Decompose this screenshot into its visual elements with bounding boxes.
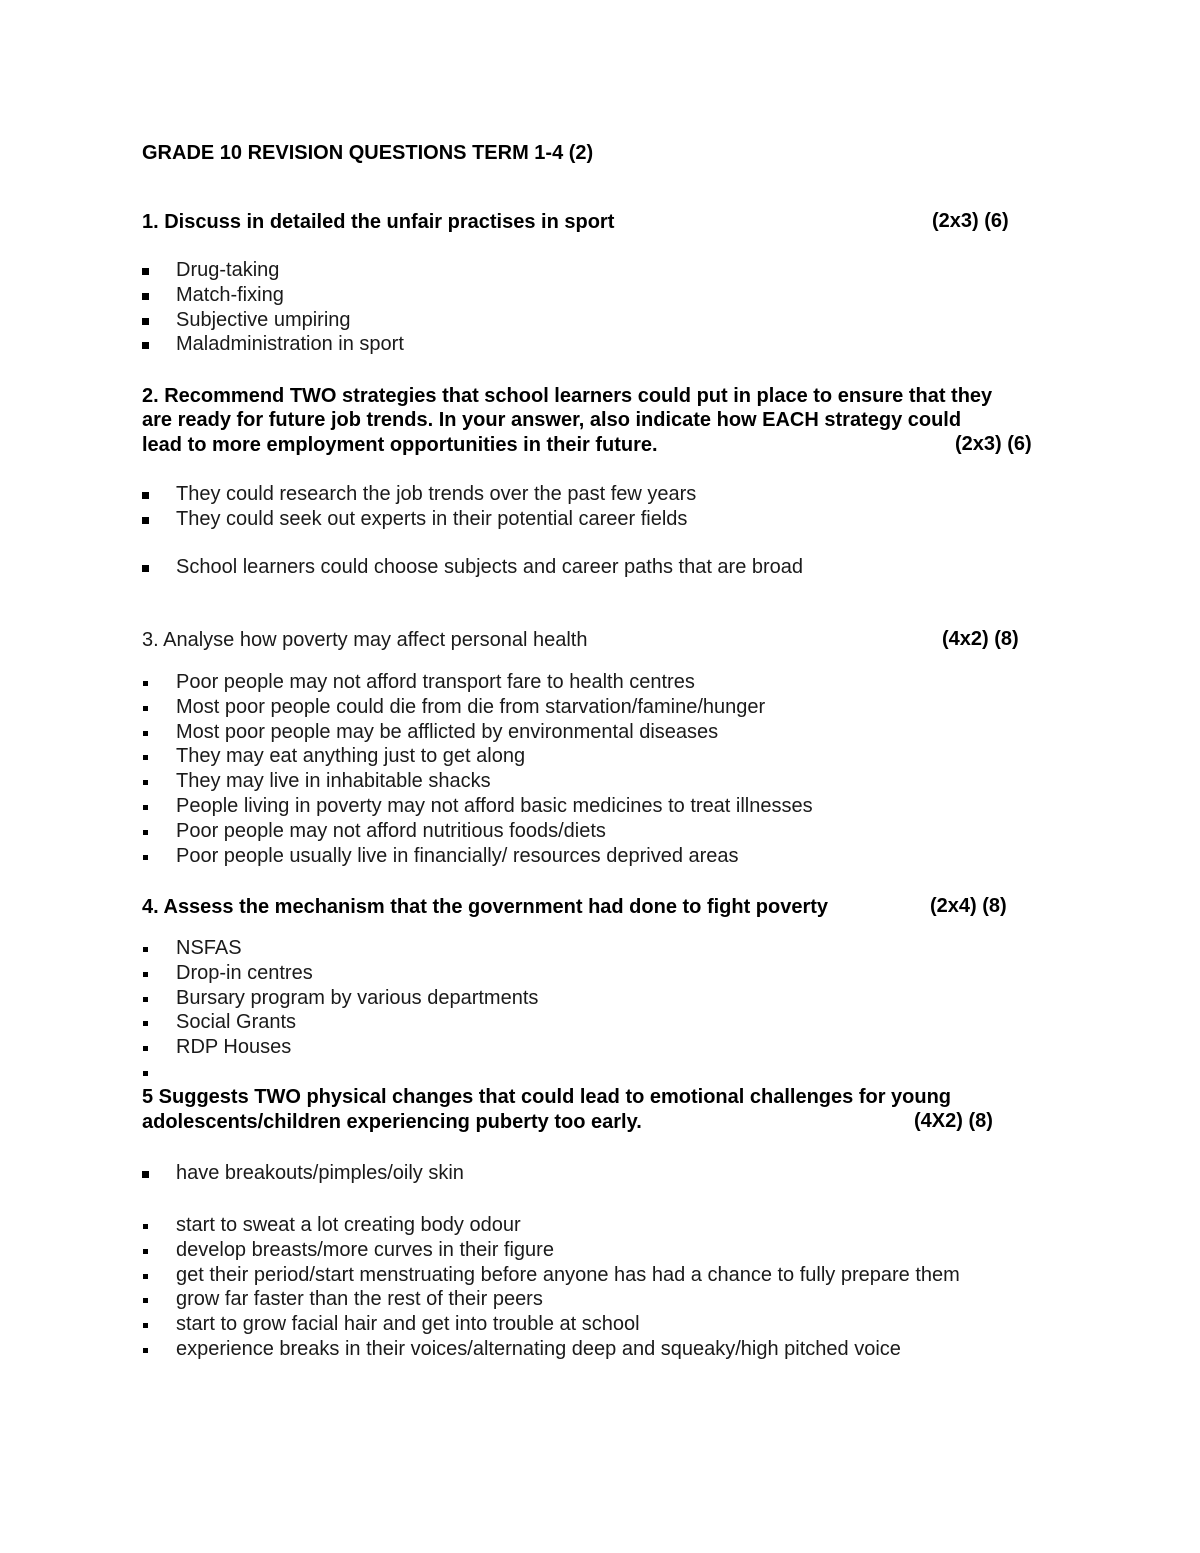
bullet-icon [143, 706, 148, 711]
list-item: Most poor people may be afflicted by environmental diseases [140, 720, 813, 745]
bullet-icon [143, 1298, 148, 1303]
question-2-line-2: are ready for future job trends. In your answer, also indicate how EACH strategy could [142, 409, 962, 431]
list-item: Subjective umpiring [140, 308, 404, 333]
bullet-icon [143, 681, 148, 686]
list-item [140, 1060, 538, 1085]
question-4: 4. Assess the mechanism that the government had done to fight poverty [142, 896, 829, 918]
bullet-icon [143, 755, 148, 760]
list-item: start to sweat a lot creating body odour [140, 1213, 996, 1238]
bullet-icon [143, 731, 148, 736]
list-item: They may live in inhabitable shacks [140, 769, 813, 794]
list-item: Bursary program by various departments [140, 986, 538, 1011]
bullet-icon [143, 1274, 148, 1279]
bullet-icon [142, 268, 149, 275]
list-item: develop breasts/more curves in their figure [140, 1238, 996, 1263]
question-5-answers-continued [140, 1213, 996, 1362]
list-item: They may eat anything just to get along [140, 744, 813, 769]
bullet-icon [142, 1171, 149, 1178]
bullet-icon [143, 1046, 148, 1051]
question-5-marks: (4X2) (8) [914, 1110, 993, 1132]
list-item: Social Grants [140, 1010, 538, 1035]
question-4-marks: (2x4) (8) [930, 895, 1007, 917]
list-item: Match-fixing [140, 283, 404, 308]
question-2-marks: (2x3) (6) [955, 433, 1032, 455]
question-1-answers [140, 258, 404, 357]
list-item: RDP Houses [140, 1035, 538, 1060]
bullet-icon [143, 972, 148, 977]
bullet-icon [143, 1348, 148, 1353]
list-item: NSFAS [140, 936, 538, 961]
bullet-icon [143, 780, 148, 785]
list-item: experience breaks in their voices/alternating deep and squeaky/high pitched voice [140, 1337, 996, 1362]
bullet-icon [142, 565, 149, 572]
list-item: get their period/start menstruating before anyone has had a chance to fully prepare them [140, 1263, 996, 1288]
question-5-line-1: 5 Suggests TWO physical changes that could lead to emotional challenges for young [142, 1086, 952, 1108]
bullet-icon [143, 947, 148, 952]
list-item: Poor people may not afford nutritious foods/diets [140, 819, 813, 844]
list-item: grow far faster than the rest of their peers [140, 1287, 996, 1312]
bullet-icon [142, 517, 149, 524]
question-5-answers [140, 1161, 464, 1186]
bullet-icon [143, 805, 148, 810]
question-2-line-1: 2. Recommend TWO strategies that school learners could put in place to ensure that they [142, 385, 993, 407]
list-item: They could research the job trends over the past few years [140, 482, 696, 507]
bullet-icon [142, 492, 149, 499]
bullet-icon [143, 1224, 148, 1229]
bullet-icon [142, 342, 149, 349]
list-item: have breakouts/pimples/oily skin [140, 1161, 464, 1186]
bullet-icon [143, 1249, 148, 1254]
question-2-line-3: lead to more employment opportunities in their future. [142, 434, 658, 456]
list-item: They could seek out experts in their potential career fields [140, 507, 696, 532]
question-2-answers [140, 482, 696, 532]
question-2-answers-continued [140, 555, 803, 580]
bullet-icon [143, 1071, 148, 1076]
question-3-answers [140, 670, 813, 868]
question-1-marks: (2x3) (6) [932, 210, 1009, 232]
bullet-icon [142, 293, 149, 300]
bullet-icon [143, 1323, 148, 1328]
question-1: 1. Discuss in detailed the unfair practises in sport [142, 211, 615, 233]
question-4-answers [140, 936, 538, 1085]
list-item: People living in poverty may not afford basic medicines to treat illnesses [140, 794, 813, 819]
question-3: 3. Analyse how poverty may affect personal health [142, 629, 588, 651]
bullet-icon [143, 855, 148, 860]
bullet-icon [143, 830, 148, 835]
list-item: Drug-taking [140, 258, 404, 283]
document-title: GRADE 10 REVISION QUESTIONS TERM 1-4 (2) [142, 142, 594, 164]
question-3-marks: (4x2) (8) [942, 628, 1019, 650]
list-item: Poor people may not afford transport fare to health centres [140, 670, 813, 695]
bullet-icon [143, 1021, 148, 1026]
list-item: start to grow facial hair and get into trouble at school [140, 1312, 996, 1337]
list-item: Most poor people could die from die from starvation/famine/hunger [140, 695, 813, 720]
list-item: Drop-in centres [140, 961, 538, 986]
list-item: Poor people usually live in financially/ resources deprived areas [140, 844, 813, 869]
bullet-icon [143, 997, 148, 1002]
list-item: Maladministration in sport [140, 332, 404, 357]
question-5-line-2: adolescents/children experiencing puberty too early. [142, 1111, 642, 1133]
bullet-icon [142, 318, 149, 325]
list-item: School learners could choose subjects and career paths that are broad [140, 555, 803, 580]
